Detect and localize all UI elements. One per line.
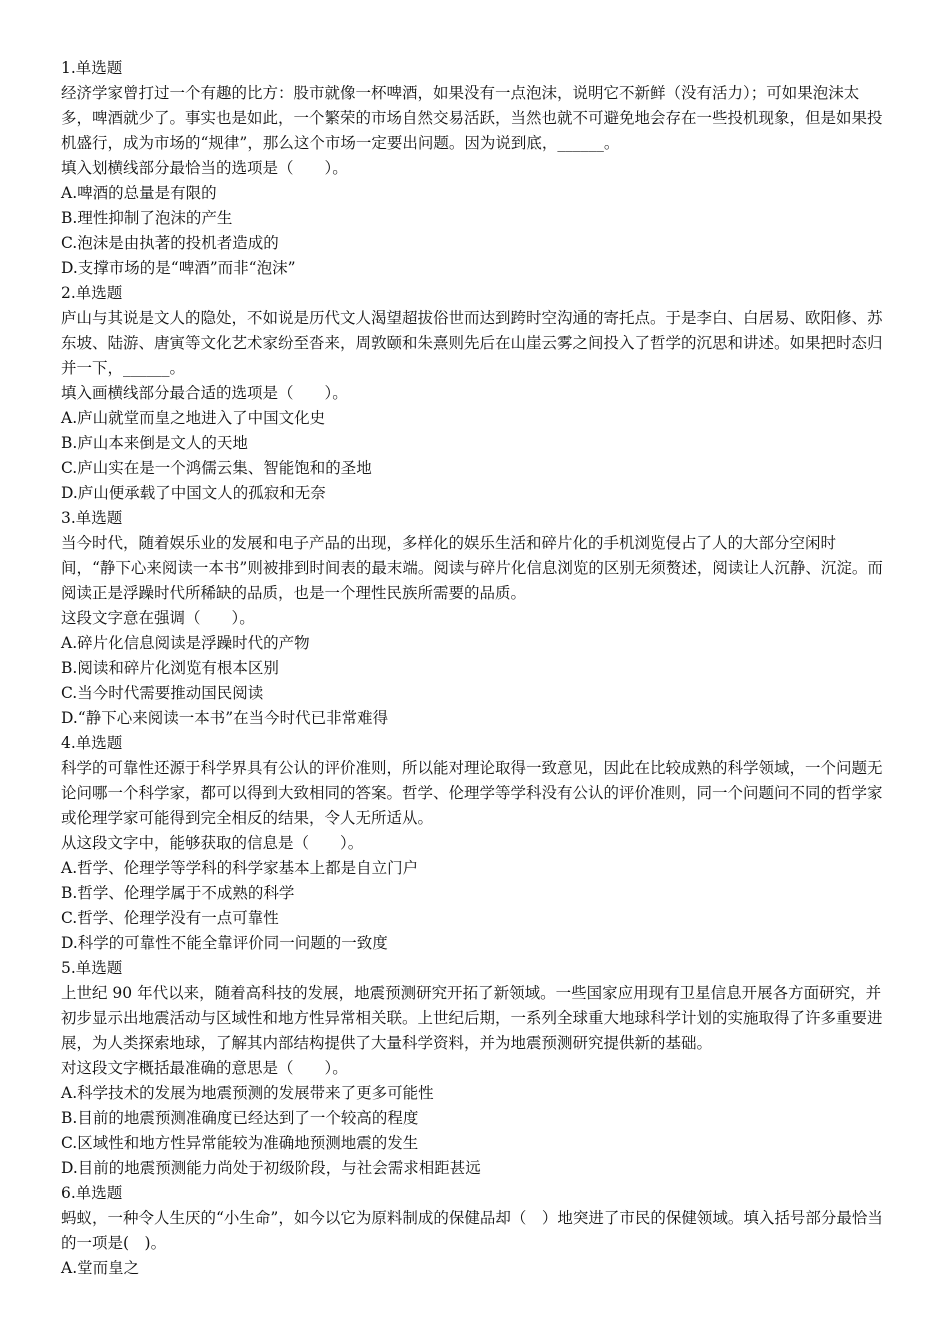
question-stem: 经济学家曾打过一个有趣的比方：股市就像一杯啤酒，如果没有一点泡沫，说明它不新鲜（没有活力）；可如果泡沫太多，啤酒就少了。事实也是如此，一个繁荣的市场自然交易活跃，当然也就不可避免地会存在一些投机现象，但是如果投机盛行，成为市场的“规律”，那么这个市场一定要出问题。因为说到底，______。 bbox=[61, 84, 883, 152]
option-d: D.庐山便承载了中国文人的孤寂和无奈 bbox=[61, 484, 326, 502]
question-prompt: 填入划横线部分最恰当的选项是（ ）。 bbox=[61, 159, 348, 177]
question-stem: 当今时代，随着娱乐业的发展和电子产品的出现，多样化的娱乐生活和碎片化的手机浏览侵占了人的大部分空闲时间，“静下心来阅读一本书”则被排到时间表的最末端。阅读与碎片化信息浏览的区别无须赘述，阅读让人沉静、沉淀。而阅读正是浮躁时代所稀缺的品质，也是一个理性民族所需要的品质。 bbox=[61, 534, 883, 602]
question-stem: 科学的可靠性还源于科学界具有公认的评价准则，所以能对理论取得一致意见，因此在比较成熟的科学领域，一个问题无论问哪一个科学家，都可以得到大致相同的答案。哲学、伦理学等学科没有公认的评价准则，同一个问题问不同的哲学家或伦理学家可能得到完全相反的结果，令人无所适从。 bbox=[61, 759, 883, 827]
option-d: D.支撑市场的是“啤酒”而非“泡沫” bbox=[61, 259, 296, 277]
question-4 bbox=[61, 731, 885, 956]
question-2 bbox=[61, 281, 885, 506]
question-header: 1.单选题 bbox=[61, 59, 123, 77]
question-header: 2.单选题 bbox=[61, 284, 123, 302]
option-a: A.碎片化信息阅读是浮躁时代的产物 bbox=[61, 634, 310, 652]
document-page bbox=[61, 56, 885, 1281]
question-prompt: 填入画横线部分最合适的选项是（ ）。 bbox=[61, 384, 348, 402]
option-c: C.泡沫是由执著的投机者造成的 bbox=[61, 234, 279, 252]
question-prompt: 对这段文字概括最准确的意思是（ ）。 bbox=[61, 1059, 348, 1077]
option-d: D.“静下心来阅读一本书”在当今时代已非常难得 bbox=[61, 709, 389, 727]
option-a: A.啤酒的总量是有限的 bbox=[61, 184, 217, 202]
question-6 bbox=[61, 1181, 885, 1281]
option-c: C.哲学、伦理学没有一点可靠性 bbox=[61, 909, 279, 927]
option-a: A.堂而皇之 bbox=[61, 1259, 140, 1277]
option-b: B.阅读和碎片化浏览有根本区别 bbox=[61, 659, 279, 677]
question-prompt: 从这段文字中，能够获取的信息是（ ）。 bbox=[61, 834, 364, 852]
option-d: D.目前的地震预测能力尚处于初级阶段，与社会需求相距甚远 bbox=[61, 1159, 481, 1177]
option-a: A.哲学、伦理学等学科的科学家基本上都是自立门户 bbox=[61, 859, 419, 877]
option-c: C.区域性和地方性异常能较为准确地预测地震的发生 bbox=[61, 1134, 419, 1152]
option-b: B.目前的地震预测准确度已经达到了一个较高的程度 bbox=[61, 1109, 419, 1127]
question-header: 4.单选题 bbox=[61, 734, 123, 752]
question-prompt: 这段文字意在强调（ ）。 bbox=[61, 609, 255, 627]
question-header: 5.单选题 bbox=[61, 959, 123, 977]
question-1 bbox=[61, 56, 885, 281]
question-stem: 庐山与其说是文人的隐处，不如说是历代文人渴望超拔俗世而达到跨时空沟通的寄托点。于是李白、白居易、欧阳修、苏东坡、陆游、唐寅等文化艺术家纷至沓来，周敦颐和朱熹则先后在山崖云雾之间投入了哲学的沉思和讲述。如果把时态归并一下，______。 bbox=[61, 309, 883, 377]
option-b: B.哲学、伦理学属于不成熟的科学 bbox=[61, 884, 295, 902]
question-header: 6.单选题 bbox=[61, 1184, 123, 1202]
option-b: B.庐山本来倒是文人的天地 bbox=[61, 434, 248, 452]
option-d: D.科学的可靠性不能全靠评价同一问题的一致度 bbox=[61, 934, 388, 952]
option-b: B.理性抑制了泡沫的产生 bbox=[61, 209, 233, 227]
option-c: C.当今时代需要推动国民阅读 bbox=[61, 684, 264, 702]
option-a: A.科学技术的发展为地震预测的发展带来了更多可能性 bbox=[61, 1084, 434, 1102]
question-header: 3.单选题 bbox=[61, 509, 123, 527]
question-stem: 上世纪 90 年代以来，随着高科技的发展，地震预测研究开拓了新领域。一些国家应用现有卫星信息开展各方面研究，并初步显示出地震活动与区域性和地方性异常相关联。上世纪后期，一系列全球重大地球科学计划的实施取得了许多重要进展，为人类探索地球，了解其内部结构提供了大量科学资料，并为地震预测研究提供新的基础。 bbox=[61, 984, 883, 1052]
option-c: C.庐山实在是一个鸿儒云集、智能饱和的圣地 bbox=[61, 459, 372, 477]
option-a: A.庐山就堂而皇之地进入了中国文化史 bbox=[61, 409, 326, 427]
question-3 bbox=[61, 506, 885, 731]
question-stem: 蚂蚁，一种令人生厌的“小生命”，如今以它为原料制成的保健品却（ ）地突进了市民的保健领域。填入括号部分最恰当的一项是( )。 bbox=[61, 1209, 883, 1252]
question-5 bbox=[61, 956, 885, 1181]
